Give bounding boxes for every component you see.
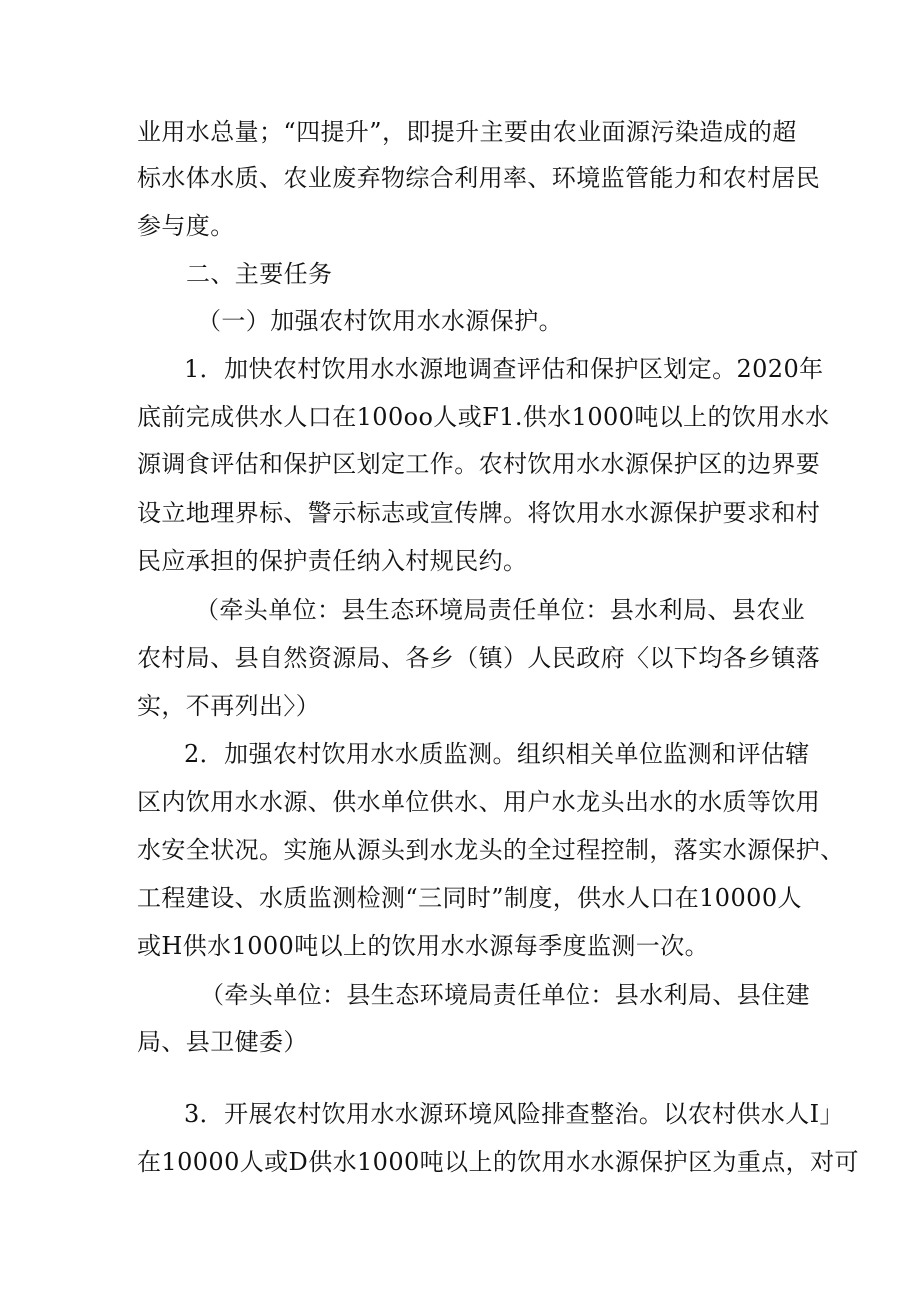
subsection-heading: （一）加强农村饮用水水源保护。 (197, 307, 563, 335)
item-2-first-line: 2．加强农村饮用水水质监测。组织相关单位监测和评估辖 (184, 740, 810, 768)
body-text-line: 民应承担的保护责任纳入村规民约。 (137, 547, 528, 575)
body-text-line: 在10000人或D供水1000吨以上的饮用水水源保护区为重点，对可 (137, 1148, 859, 1176)
item-3-first-line: 3．开展农村饮用水水源环境风险排查整治。以农村供水人I」 (184, 1100, 844, 1128)
body-text-line: 设立地理界标、警示标志或宣传牌。将饮用水水源保护要求和村 (137, 499, 821, 527)
body-text-line: 局、县卫健委） (137, 1028, 308, 1056)
responsibility-note: （牵头单位：县生态环境局责任单位：县水利局、县住建 (200, 981, 810, 1009)
body-text-line: 参与度。 (137, 212, 235, 240)
body-text-line: 底前完成供水人口在100oo人或F1.供水1000吨以上的饮用水水 (137, 403, 830, 431)
body-text-line: 源调食评估和保护区划定工作。农村饮用水水源保护区的边界要 (137, 450, 821, 478)
body-text-line: 区内饮用水水源、供水单位供水、用户水龙头出水的水质等饮用 (137, 788, 821, 816)
body-text-line: 实，不再列出〉） (137, 692, 321, 720)
body-text-line: 业用水总量；“四提升”，即提升主要由农业面源污染造成的超 (137, 118, 797, 146)
body-text-line: 农村局、县自然资源局、各乡（镇）人民政府〈以下均各乡镇落 (137, 644, 821, 672)
responsibility-note: （牵头单位：县生态环境局责任单位：县水利局、县农业 (195, 596, 805, 624)
body-text-line: 或H供水1000吨以上的饮用水水源每季度监测一次。 (137, 932, 710, 960)
body-text-line: 工程建设、水质监测检测“三同时”制度，供水人口在10000人 (137, 884, 802, 912)
body-text-line: 水安全状况。实施从源头到水龙头的全过程控制，落实水源保护、 (137, 836, 845, 864)
section-heading: 二、主要任务 (186, 260, 333, 288)
body-text-line: 标水体水质、农业废弃物综合利用率、环境监管能力和农村居民 (137, 164, 821, 192)
item-1-first-line: 1．加快农村饮用水水源地调查评估和保护区划定。2020年 (184, 355, 824, 383)
